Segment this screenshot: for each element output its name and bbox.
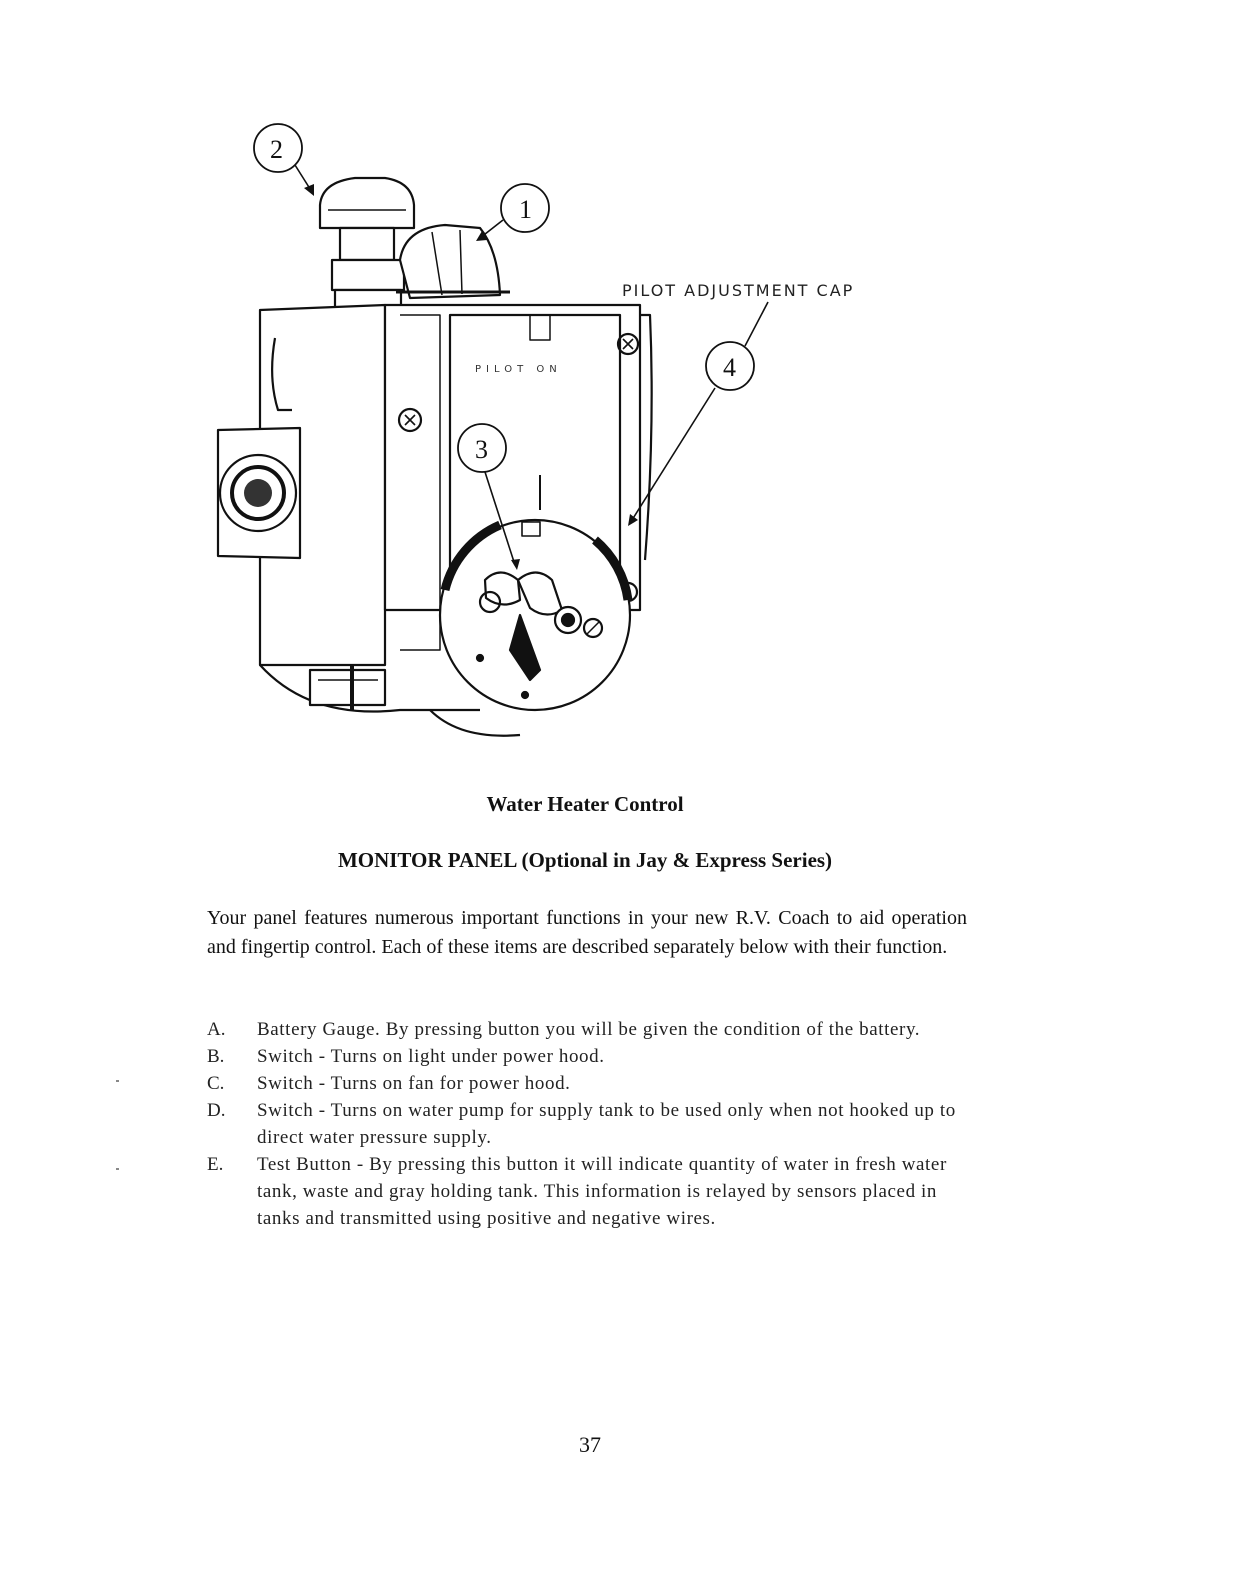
callout-number-4: 4 (723, 353, 736, 382)
page-number: 37 (579, 1432, 601, 1457)
item-letter: A. (207, 1019, 226, 1040)
section-heading: MONITOR PANEL (Optional in Jay & Express Series) (337, 848, 833, 872)
item-letter: E. (207, 1154, 224, 1175)
intro-paragraph: Your panel features numerous important functions in your new R.V. Coach to aid operation and fingertip control. Each of these items are described separately below with their function. (207, 907, 967, 958)
monitor-panel-items-list (207, 1016, 969, 1232)
scan-mark (116, 1080, 119, 1082)
item-text: Switch - Turns on light under power hood. (257, 1046, 605, 1067)
item-letter: D. (207, 1100, 226, 1121)
item-text: Switch - Turns on water pump for supply tank to be used only when not hooked up to direct water pressure supply. (257, 1100, 956, 1148)
valve-knob-label: PILOT ON (475, 364, 562, 375)
list-item (207, 1016, 969, 1043)
list-item (207, 1097, 969, 1151)
pilot-adjustment-cap-label: PILOT ADJUSTMENT CAP (622, 281, 855, 300)
callout-number-2: 2 (270, 135, 283, 164)
water-heater-control-illustration (200, 110, 920, 770)
item-text: Test Button - By pressing this button it will indicate quantity of water in fresh water tank, waste and gray holding tank. This information is relayed by sensors placed in tanks and transmitted using positive and negative wires. (257, 1154, 947, 1229)
list-item (207, 1070, 969, 1097)
scan-mark (116, 1168, 119, 1170)
item-text: Switch - Turns on fan for power hood. (257, 1073, 571, 1094)
item-text: Battery Gauge. By pressing button you will be given the condition of the battery. (257, 1019, 921, 1040)
list-item (207, 1151, 969, 1232)
callout-number-3: 3 (475, 435, 488, 464)
callout-number-1: 1 (519, 195, 532, 224)
item-letter: B. (207, 1046, 225, 1067)
figure-caption: Water Heater Control (486, 792, 684, 816)
water-heater-control-drawing (200, 110, 920, 770)
list-item (207, 1043, 969, 1070)
item-letter: C. (207, 1073, 225, 1094)
